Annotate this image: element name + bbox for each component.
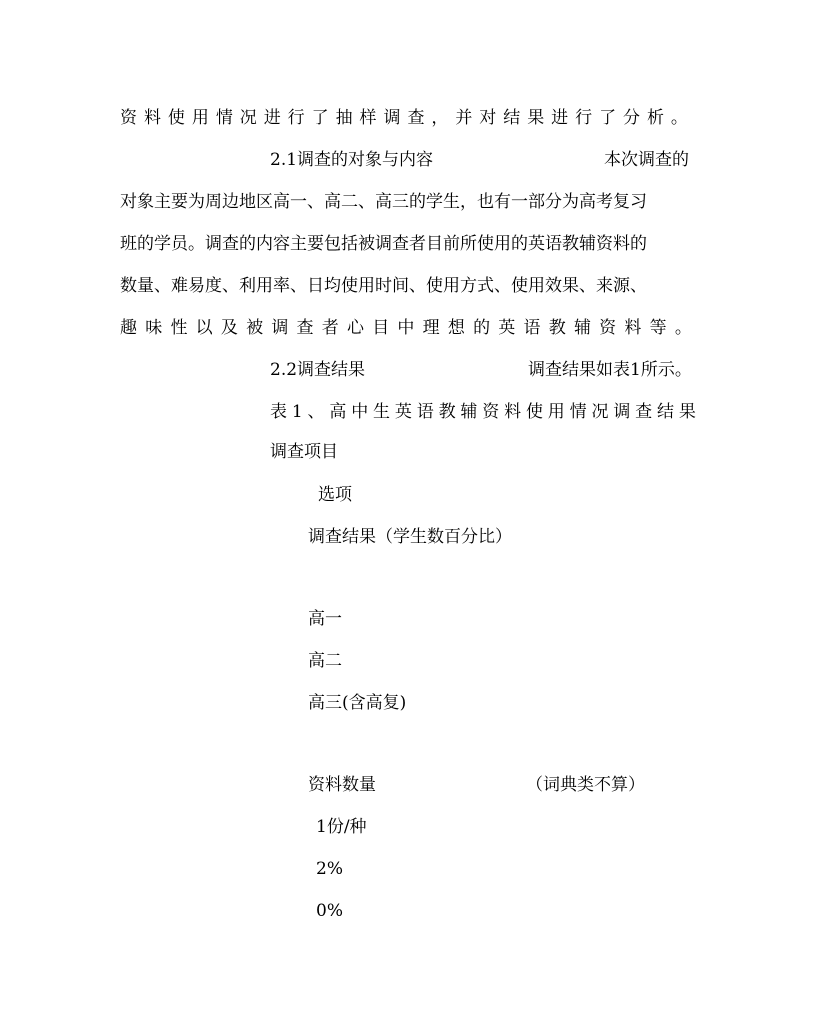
table-grade-2: 高二: [308, 651, 342, 671]
table-grade-1: 高一: [308, 609, 342, 629]
section-2-2-text: 调查结果如表1所示。: [528, 360, 692, 380]
section-2-1-heading: 2.1调查的对象与内容: [270, 150, 434, 170]
paragraph-line-4: 班的学员。调查的内容主要包括被调查者目前所使用的英语教辅资料的: [120, 234, 647, 254]
table-option-1: 1份/种: [316, 817, 367, 837]
table-header-option: 选项: [318, 485, 352, 505]
table-caption: 表 1 、 高 中 生 英 语 教 辅 资 料 使 用 情 况 调 查 结 果: [270, 402, 696, 422]
section-2-1-lead-text: 本次调查的: [604, 150, 689, 170]
table-value-2: 0%: [316, 901, 343, 921]
paragraph-line-1: 资 料 使 用 情 况 进 行 了 抽 样 调 查 ， 并 对 结 果 进 行 了 分 析 。: [120, 108, 688, 128]
table-header-item: 调查项目: [270, 442, 338, 462]
paragraph-line-6: 趣 味 性 以 及 被 调 查 者 心 目 中 理 想 的 英 语 教 辅 资 料 等 。: [120, 318, 692, 338]
table-value-1: 2%: [316, 859, 343, 879]
paragraph-line-3: 对象主要为周边地区高一、高二、高三的学生，也有一部分为高考复习: [120, 192, 647, 212]
table-header-result: 调查结果（学生数百分比）: [308, 527, 512, 547]
section-2-2-heading: 2.2调查结果: [270, 360, 366, 380]
table-grade-3: 高三(含高复): [308, 693, 407, 713]
paragraph-line-5: 数量、难易度、利用率、日均使用时间、使用方式、使用效果、来源、: [120, 276, 647, 296]
table-row-label: 资料数量: [308, 775, 376, 795]
table-row-note: （词典类不算）: [526, 775, 645, 795]
